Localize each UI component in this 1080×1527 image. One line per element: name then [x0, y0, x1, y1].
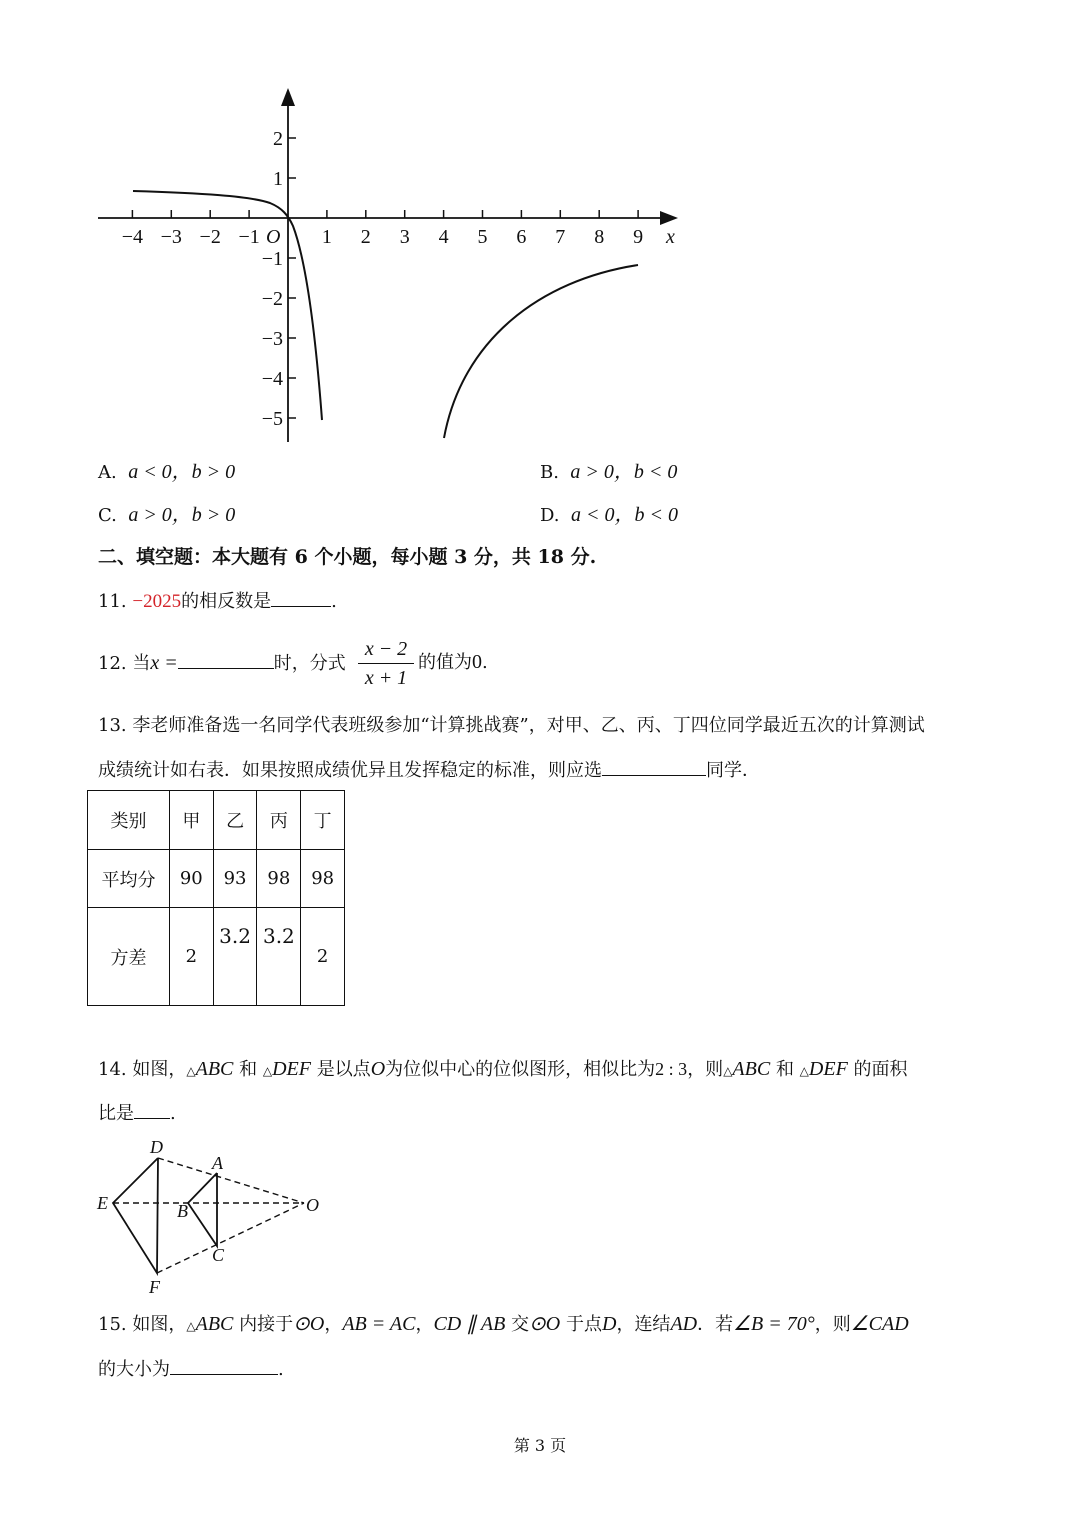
x-axis-label: x	[666, 226, 675, 248]
q15-t7: 则	[832, 1314, 851, 1335]
q12-post: 的值为	[418, 652, 472, 673]
table-cell: 丙	[257, 791, 301, 850]
q14-t4: ，则	[687, 1059, 724, 1080]
x-tick-label: −2	[199, 226, 221, 248]
q15-line1: 15. 如图，△ABC 内接于⊙O，AB = AC，CD ∥ AB 交⊙O 于点D，连结AD．若∠B = 70°，则∠CAD	[98, 1313, 909, 1335]
q13-line2-pre: 成绩统计如右表．如果按照成绩优异且发挥稳定的标准，则应选	[98, 760, 602, 781]
y-tick-label: −5	[261, 408, 283, 430]
q15-circle-o: ⊙O	[293, 1313, 325, 1335]
q15-answer-blank[interactable]	[170, 1356, 278, 1375]
q12-end: .	[482, 652, 488, 673]
y-tick-label: −2	[261, 288, 283, 310]
table-row-header	[88, 791, 345, 850]
q15-number: 15.	[98, 1314, 127, 1335]
function-graph	[90, 80, 700, 450]
option-c-text: a > 0，b > 0	[128, 504, 236, 526]
x-tick-label: 1	[321, 226, 332, 248]
x-axis-arrow	[660, 211, 678, 225]
q14-end: .	[170, 1103, 176, 1124]
option-a	[98, 460, 235, 485]
q14-o: O	[370, 1058, 386, 1080]
triangle-abc	[188, 1173, 217, 1246]
q14-line2	[98, 1100, 176, 1126]
q14-t2: 是以点	[316, 1059, 371, 1080]
option-c-letter: C.	[98, 505, 117, 526]
q14-and: 和	[239, 1059, 258, 1080]
q15-t2: 内接于	[239, 1314, 294, 1335]
option-a-letter: A.	[98, 462, 117, 483]
label-f: F	[149, 1277, 160, 1297]
x-tick-label: 6	[516, 226, 527, 248]
q15-t6: 若	[715, 1314, 734, 1335]
q15-eq: AB = AC	[342, 1313, 416, 1335]
q14-abc-2: ABC	[732, 1058, 771, 1080]
table-cell: 93	[213, 850, 257, 908]
x-tick-label: 8	[594, 226, 605, 248]
table-cell: 98	[257, 850, 301, 908]
y-tick-label: 1	[273, 168, 283, 190]
q11-end: .	[331, 591, 337, 612]
q12-zero: 0	[472, 651, 482, 673]
triangle-icon: △	[723, 1064, 733, 1078]
q15-t4: 于点	[565, 1314, 602, 1335]
x-tick-label: 7	[555, 226, 566, 248]
option-b-text: a > 0，b < 0	[570, 461, 678, 483]
section-heading: 二、填空题：本大题有 6 个小题，每小题 3 分，共 18 分.	[98, 546, 597, 568]
table-cell: 平均分	[88, 850, 170, 908]
y-tick-label: −3	[261, 328, 283, 350]
q12-denominator: x + 1	[364, 667, 408, 689]
option-d-letter: D.	[540, 505, 560, 526]
q12-numerator: x − 2	[364, 638, 408, 660]
table-cell: 98	[301, 850, 345, 908]
q13-line2	[98, 757, 760, 783]
q14-line1	[98, 1057, 908, 1083]
triangle-icon: △	[262, 1064, 273, 1078]
question-12	[98, 650, 346, 676]
triangle-icon: △	[186, 1064, 196, 1078]
q13-line2-post: 同学．	[706, 760, 760, 781]
q12-pre: 当	[132, 653, 151, 674]
y-axis-arrow	[281, 88, 295, 106]
q14-ratio: 2 : 3	[655, 1059, 688, 1079]
q15-line2	[98, 1356, 284, 1382]
x-tick-label: 2	[360, 226, 371, 248]
q11-answer-blank[interactable]	[271, 588, 331, 607]
q15-t1: 如图，	[132, 1314, 187, 1335]
y-tick-label: −4	[261, 368, 283, 390]
option-d	[540, 503, 678, 528]
curve-right-branch	[444, 265, 638, 438]
q15-t3: 交	[511, 1314, 530, 1335]
table-cell: 2	[301, 908, 345, 1006]
table-cell: 甲	[169, 791, 213, 850]
q12-var: x =	[150, 652, 178, 674]
x-tick-label: 3	[399, 226, 410, 248]
q13-line1: 13. 李老师准备选一名同学代表班级参加“计算挑战赛”，对甲、乙、丙、丁四位同学最近五次的计算测试	[98, 715, 925, 736]
option-b-letter: B.	[540, 462, 559, 483]
label-e: E	[97, 1193, 108, 1213]
page-number: 第 3 页	[513, 1436, 567, 1455]
triangle-icon: △	[799, 1064, 809, 1078]
label-o: O	[306, 1195, 319, 1215]
q15-t5: 连结	[634, 1314, 671, 1335]
table-cell: 方差	[88, 908, 170, 1006]
table-cell: 乙	[213, 791, 257, 850]
table-cell: 丁	[301, 791, 345, 850]
triangle-def	[113, 1158, 158, 1273]
q15-abc: ABC	[195, 1313, 234, 1335]
homothety-figure	[92, 1132, 332, 1302]
q14-def-2: DEF	[808, 1058, 848, 1080]
q15-line2-text: 的大小为	[98, 1359, 170, 1380]
y-tick-label: −1	[261, 248, 283, 270]
q12-tail	[418, 650, 488, 675]
x-tick-label: 4	[438, 226, 449, 248]
x-tick-label: −4	[121, 226, 144, 248]
question-11	[98, 588, 337, 614]
q15-d: D	[601, 1313, 617, 1335]
q12-answer-blank[interactable]	[178, 650, 274, 669]
q15-cd: CD ∥ AB	[433, 1313, 506, 1335]
q14-t1: 如图，	[132, 1059, 187, 1080]
q14-t5: 的面积	[853, 1059, 908, 1080]
option-b	[540, 460, 677, 485]
label-c: C	[212, 1245, 225, 1265]
table-cell: 类别	[88, 791, 170, 850]
q12-number: 12.	[98, 653, 127, 674]
q14-answer-blank[interactable]	[134, 1100, 170, 1119]
triangle-icon: △	[186, 1319, 196, 1333]
q15-angle-cad: ∠CAD	[850, 1313, 909, 1335]
option-c	[98, 503, 235, 528]
q14-t3: 为位似中心的位似图形，相似比为	[385, 1059, 656, 1080]
score-table	[87, 790, 345, 1006]
q12-mid: 时，分式	[273, 653, 346, 674]
table-row-average	[88, 850, 345, 908]
label-d: D	[150, 1137, 163, 1157]
fraction-bar	[358, 663, 414, 664]
origin-label: O	[266, 226, 281, 248]
q15-angle-b: ∠B = 70°	[733, 1313, 815, 1335]
q14-line2-text: 比是	[98, 1103, 134, 1124]
x-tick-label: 5	[477, 226, 488, 248]
q15-ad: AD	[670, 1313, 698, 1335]
q11-value: −2025	[132, 591, 182, 612]
q14-number: 14.	[98, 1059, 127, 1080]
q14-abc: ABC	[195, 1058, 234, 1080]
q14-def: DEF	[272, 1058, 311, 1080]
q15-end: .	[278, 1359, 284, 1380]
table-cell: 3.2	[257, 908, 301, 1006]
q14-and-2: 和	[775, 1059, 794, 1080]
q11-text: 的相反数是	[181, 591, 272, 612]
x-tick-label: 9	[633, 226, 644, 248]
label-a: A	[212, 1153, 223, 1173]
q11-number: 11.	[98, 591, 127, 612]
table-cell: 90	[169, 850, 213, 908]
option-d-text: a < 0，b < 0	[570, 504, 678, 526]
y-tick-label: 2	[273, 128, 283, 150]
table-row-variance	[88, 908, 345, 1006]
q13-answer-blank[interactable]	[602, 757, 706, 776]
x-tick-label: −3	[160, 226, 182, 248]
table-cell: 3.2	[213, 908, 257, 1006]
label-b: B	[177, 1201, 188, 1221]
x-tick-label: −1	[238, 226, 260, 248]
q12-fraction	[358, 636, 414, 691]
option-a-text: a < 0，b > 0	[128, 461, 236, 483]
q15-circle-o-2: ⊙O	[529, 1313, 561, 1335]
dashed-line-do	[158, 1158, 304, 1203]
table-cell: 2	[169, 908, 213, 1006]
